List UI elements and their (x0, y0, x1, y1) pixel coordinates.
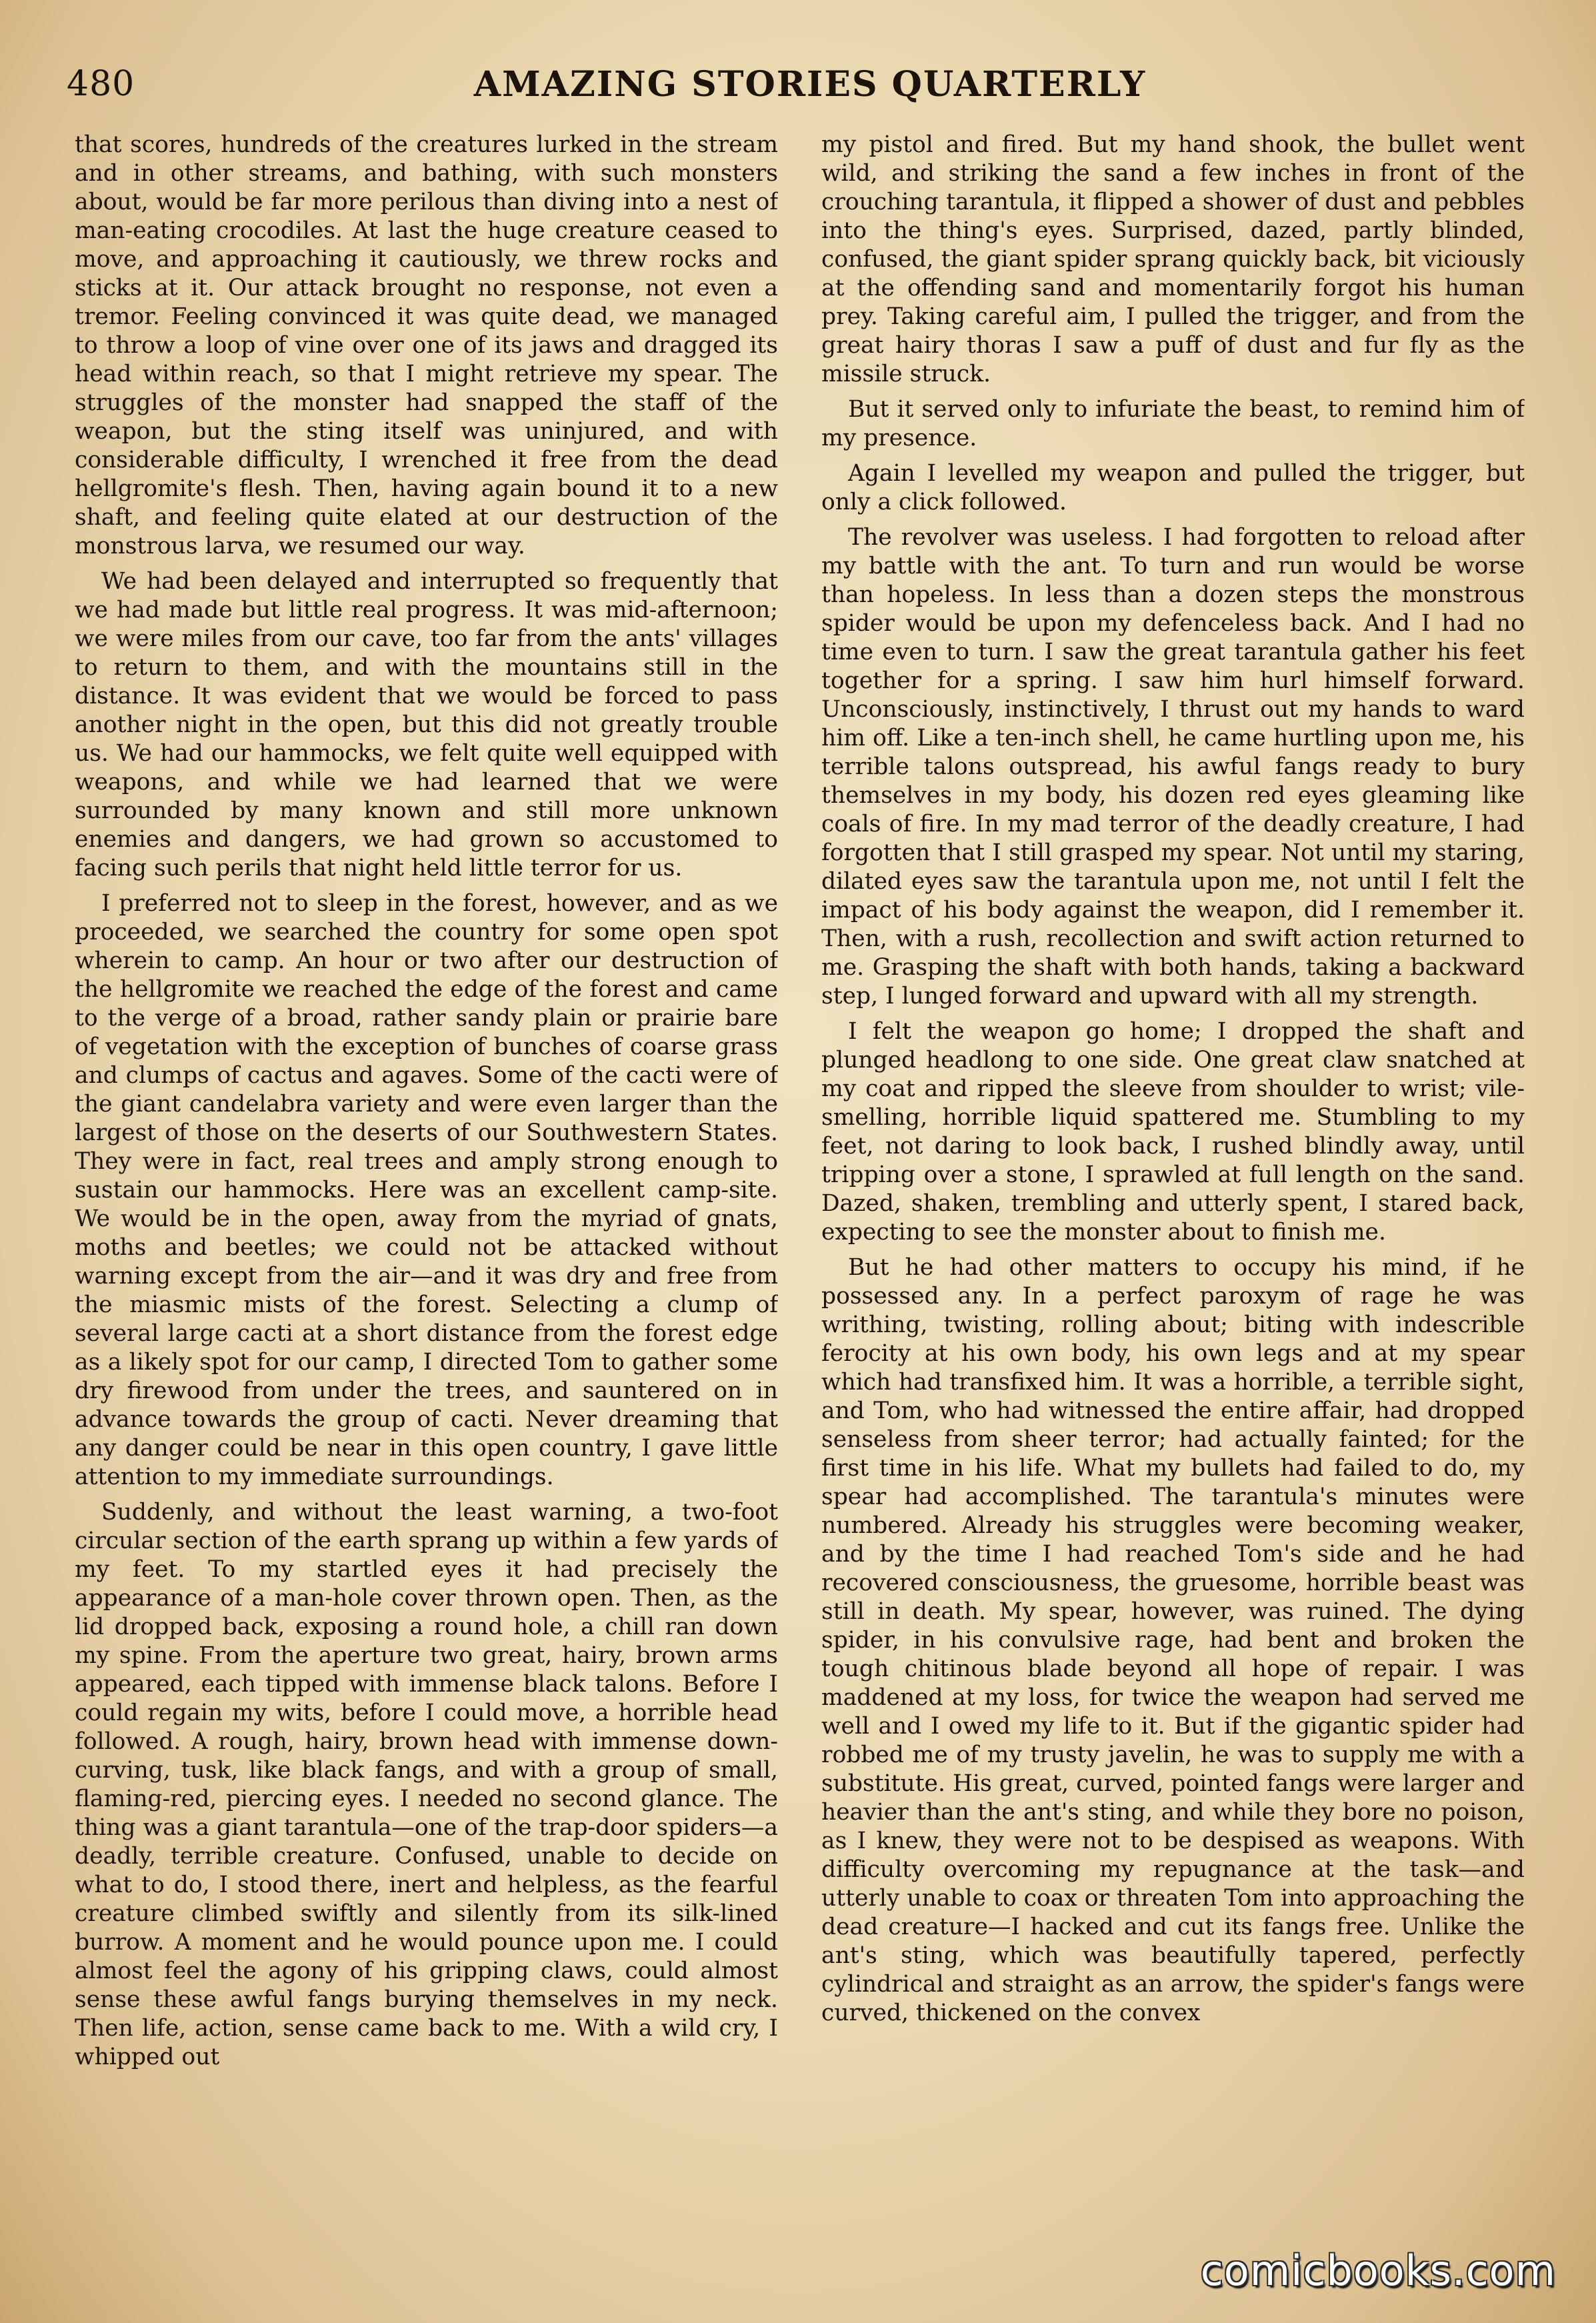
paragraph: But he had other matters to occupy his mind, if he possessed any. In a perfect paroxym of rage he was writhing, twisting, rolling about; biting with indescrible ferocity at his own body, his own legs and at my spear which had transfixed him. It was a horrible, a terrible sight, and Tom, who had witnessed the entire affair, had dropped senseless from sheer terror; had actually fainted; for the first time in his life. What my bullets had failed to do, my spear had accomplished. The tarantula's minutes were numbered. Already his struggles were becoming weaker, and by the time I had reached Tom's side and he had recovered consciousness, the gruesome, horrible beast was still in death. My spear, however, was ruined. The dying spider, in his convulsive rage, had bent and broken the tough chitinous blade beyond all hope of repair. I was maddened at my loss, for twice the weapon had served me well and I owed my life to it. But if the gigantic spider had robbed me of my trusty javelin, he was to supply me with a substitute. His great, curved, pointed fangs were larger and heavier than the ant's sting, and while they bore no poison, as I knew, they were not to be despised as weapons. With difficulty overcoming my repugnance at the task—and utterly unable to coax or threaten Tom into approaching the dead creature—I hacked and cut its fangs free. Unlike the ant's sting, which was beautifully tapered, perfectly cylindrical and straight as an arrow, the spider's fangs were curved, thickened on the convex (821, 1254, 1525, 2026)
paragraph: my pistol and fired. But my hand shook, the bullet went wild, and striking the sand a few inches in front of the crouching tarantula, it flipped a shower of dust and pebbles into the thing's eyes. Surprised, dazed, partly blinded, confused, the giant spider sprang quickly back, bit viciously at the offending sand and momentarily forgot his human prey. Taking careful aim, I pulled the trigger, and from the great hairy thoras I saw a puff of dust and fur fly as the missile struck. (821, 131, 1525, 387)
paragraph: We had been delayed and interrupted so frequently that we had made but little real progress. It was mid-afternoon; we were miles from our cave, too far from the ants' villages to return to them, and with the mountains still in the distance. It was evident that we would be forced to pass another night in the open, but this did not greatly trouble us. We had our hammocks, we felt quite well equipped with weapons, and while we had learned that we were surrounded by many known and still more unknown enemies and dangers, we had grown so accustomed to facing such perils that night held little terror for us. (75, 568, 778, 881)
right-column (821, 131, 1525, 2171)
page-header (67, 59, 1553, 119)
paragraph: But it served only to infuriate the beast, to remind him of my presence. (821, 396, 1525, 451)
paragraph: I preferred not to sleep in the forest, however, and as we proceeded, we searched the country for some open spot wherein to camp. An hour or two after our destruction of the hellgromite we reached the edge of the forest and came to the verge of a broad, rather sandy plain or prairie bare of vegetation with the exception of bunches of coarse grass and clumps of cactus and agaves. Some of the cacti were of the giant candelabra variety and were even larger than the largest of those on the deserts of our Southwestern States. They were in fact, real trees and amply strong enough to sustain our hammocks. Here was an excellent camp-site. We would be in the open, away from the myriad of gnats, moths and beetles; we could not be attacked without warning except from the air—and it was dry and free from the miasmic mists of the forest. Selecting a clump of several large cacti at a short distance from the forest edge as a likely spot for our camp, I directed Tom to gather some dry firewood from under the trees, and sauntered on in advance towards the group of cacti. Never dreaming that any danger could be near in this open country, I gave little attention to my immediate surroundings. (75, 890, 778, 1490)
left-column (75, 131, 778, 2171)
running-title: AMAZING STORIES QUARTERLY (473, 64, 1147, 105)
watermark: comicbooks.com (1200, 2246, 1556, 2295)
paragraph: I felt the weapon go home; I dropped the shaft and plunged headlong to one side. One great claw snatched at my coat and ripped the sleeve from shoulder to wrist; vile-smelling, horrible liquid spattered me. Stumbling to my feet, not daring to look back, I rushed blindly away, until tripping over a stone, I sprawled at full length on the sand. Dazed, shaken, trembling and utterly spent, I stared back, expecting to see the monster about to finish me. (821, 1018, 1525, 1246)
page-number: 480 (67, 64, 135, 104)
paragraph: Again I levelled my weapon and pulled the trigger, but only a click followed. (821, 460, 1525, 515)
paragraph: that scores, hundreds of the creatures lurked in the stream and in other streams, and bathing, with such monsters about, would be far more perilous than diving into a nest of man-eating crocodiles. At last the huge creature ceased to move, and approaching it cautiously, we threw rocks and sticks at it. Our attack brought no response, not even a tremor. Feeling convinced it was quite dead, we managed to throw a loop of vine over one of its jaws and dragged its head within reach, so that I might retrieve my spear. The struggles of the monster had snapped the staff of the weapon, but the sting itself was uninjured, and with considerable difficulty, I wrenched it free from the dead hellgromite's flesh. Then, having again bound it to a new shaft, and feeling quite elated at our destruction of the monstrous larva, we resumed our way. (75, 131, 778, 559)
paragraph: Suddenly, and without the least warning, a two-foot circular section of the earth sprang up within a few yards of my feet. To my startled eyes it had precisely the appearance of a man-hole cover thrown open. Then, as the lid dropped back, exposing a round hole, a chill ran down my spine. From the aperture two great, hairy, brown arms appeared, each tipped with immense black talons. Before I could regain my wits, before I could move, a horrible head followed. A rough, hairy, brown head with immense down-curving, tusk, like black fangs, and with a group of small, flaming-red, piercing eyes. I needed no second glance. The thing was a giant tarantula—one of the trap-door spiders—a deadly, terrible creature. Confused, unable to decide on what to do, I stood there, inert and helpless, as the fearful creature climbed swiftly and silently from its silk-lined burrow. A moment and he would pounce upon me. I could almost feel the agony of his gripping claws, could almost sense these awful fangs burying themselves in my neck. Then life, action, sense came back to me. With a wild cry, I whipped out (75, 1499, 778, 2070)
paragraph: The revolver was useless. I had forgotten to reload after my battle with the ant. To turn and run would be worse than hopeless. In less than a dozen steps the monstrous spider would be upon my defenceless back. And I had no time even to turn. I saw the great tarantula gather his feet together for a spring. I saw him hurl himself forward. Unconsciously, instinctively, I thrust out my hands to ward him off. Like a ten-inch shell, he came hurtling upon me, his terrible talons outspread, his awful fangs ready to bury themselves in my body, his dozen red eyes gleaming like coals of fire. In my mad terror of the deadly creature, I had forgotten that I still grasped my spear. Not until my staring, dilated eyes saw the tarantula upon me, not until I felt the impact of his body against the weapon, did I remember it. Then, with a rush, recollection and swift action returned to me. Grasping the shaft with both hands, taking a backward step, I lunged forward and upward with all my strength. (821, 524, 1525, 1009)
